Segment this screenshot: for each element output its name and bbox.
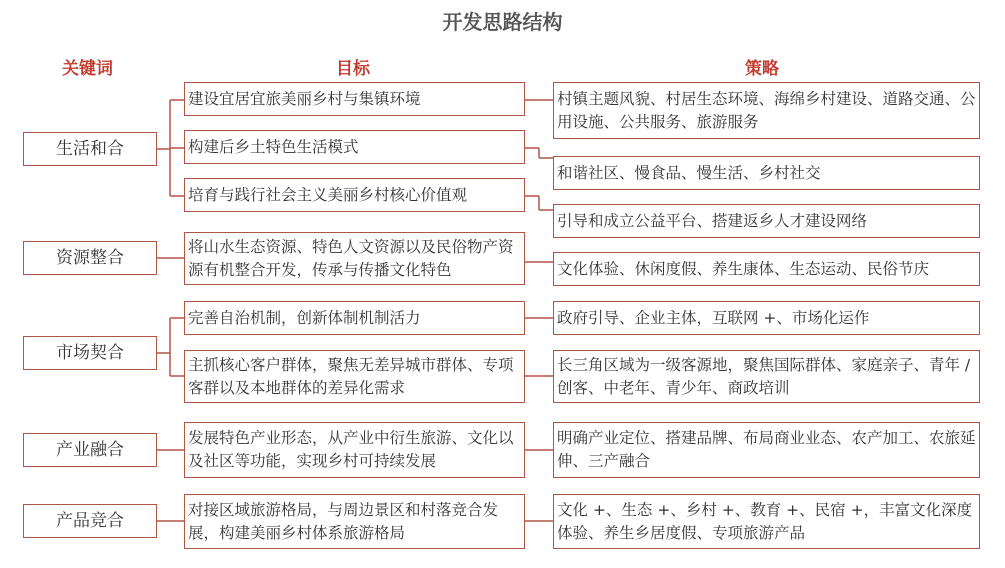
goal-text: 建设宜居宜旅美丽乡村与集镇环境 [188, 89, 421, 108]
keyword-box: 生活和合 [23, 132, 157, 166]
header-keyword: 关键词 [62, 59, 113, 79]
keyword-box: 产品竞合 [23, 504, 157, 538]
strategy-box [553, 252, 980, 286]
strategy-box [553, 350, 980, 403]
goal-text: 构建后乡土特色生活模式 [188, 137, 359, 156]
goal-box [184, 232, 525, 285]
strategy-box [553, 204, 980, 238]
strategy-box [553, 82, 980, 139]
strategy-box [553, 422, 980, 478]
strategy-text: 引导和成立公益平台、搭建返乡人才建设网络 [557, 211, 868, 230]
goal-box [184, 350, 525, 403]
strategy-text: 村镇主题风貌、村居生态环境、海绵乡村建设、道路交通、公用设施、公共服务、旅游服务 [557, 89, 976, 131]
goal-box [184, 130, 525, 164]
goal-box [184, 82, 525, 116]
strategy-box [553, 494, 980, 549]
strategy-text: 长三角区域为一级客源地，聚焦国际群体、家庭亲子、青年 / 创客、中老年、青少年、商政培训 [557, 355, 971, 397]
goal-text: 完善自治机制，创新体制机制活力 [188, 308, 421, 327]
strategy-text: 政府引导、企业主体，互联网 +、市场化运作 [557, 308, 870, 327]
strategy-box [553, 301, 980, 335]
goal-text: 主抓核心客户群体，聚焦无差异城市群体、专项客群以及本地群体的差异化需求 [188, 355, 514, 397]
keyword-box: 市场契合 [23, 336, 157, 370]
goal-box [184, 494, 525, 549]
keyword-box: 产业融合 [23, 433, 157, 467]
goal-text: 培育与践行社会主义美丽乡村核心价值观 [188, 185, 468, 204]
header-strategy: 策略 [745, 59, 779, 79]
goal-text: 对接区域旅游格局，与周边景区和村落竞合发展，构建美丽乡村体系旅游格局 [188, 500, 499, 542]
header-goal: 目标 [336, 59, 370, 79]
strategy-box [553, 156, 980, 190]
goal-box [184, 422, 525, 478]
goal-text: 发展特色产业形态，从产业中衍生旅游、文化以及社区等功能，实现乡村可持续发展 [188, 429, 514, 470]
strategy-text: 文化体验、休闲度假、养生康体、生态运动、民俗节庆 [557, 259, 930, 278]
strategy-text: 明确产业定位、搭建品牌、布局商业业态、农产加工、农旅延伸、三产融合 [557, 429, 976, 470]
goal-box [184, 178, 525, 212]
diagram-title: 开发思路结构 [442, 10, 563, 34]
goal-box [184, 301, 525, 335]
goal-text: 将山水生态资源、特色人文资源以及民俗物产资源有机整合开发，传承与传播文化特色 [188, 237, 514, 279]
strategy-text: 文化 +、生态 +、乡村 +、教育 +、民宿 +，丰富文化深度体验、养生乡居度假、专项旅游产品 [557, 500, 973, 542]
keyword-box: 资源整合 [23, 241, 157, 275]
strategy-text: 和谐社区、慢食品、慢生活、乡村社交 [557, 163, 821, 182]
